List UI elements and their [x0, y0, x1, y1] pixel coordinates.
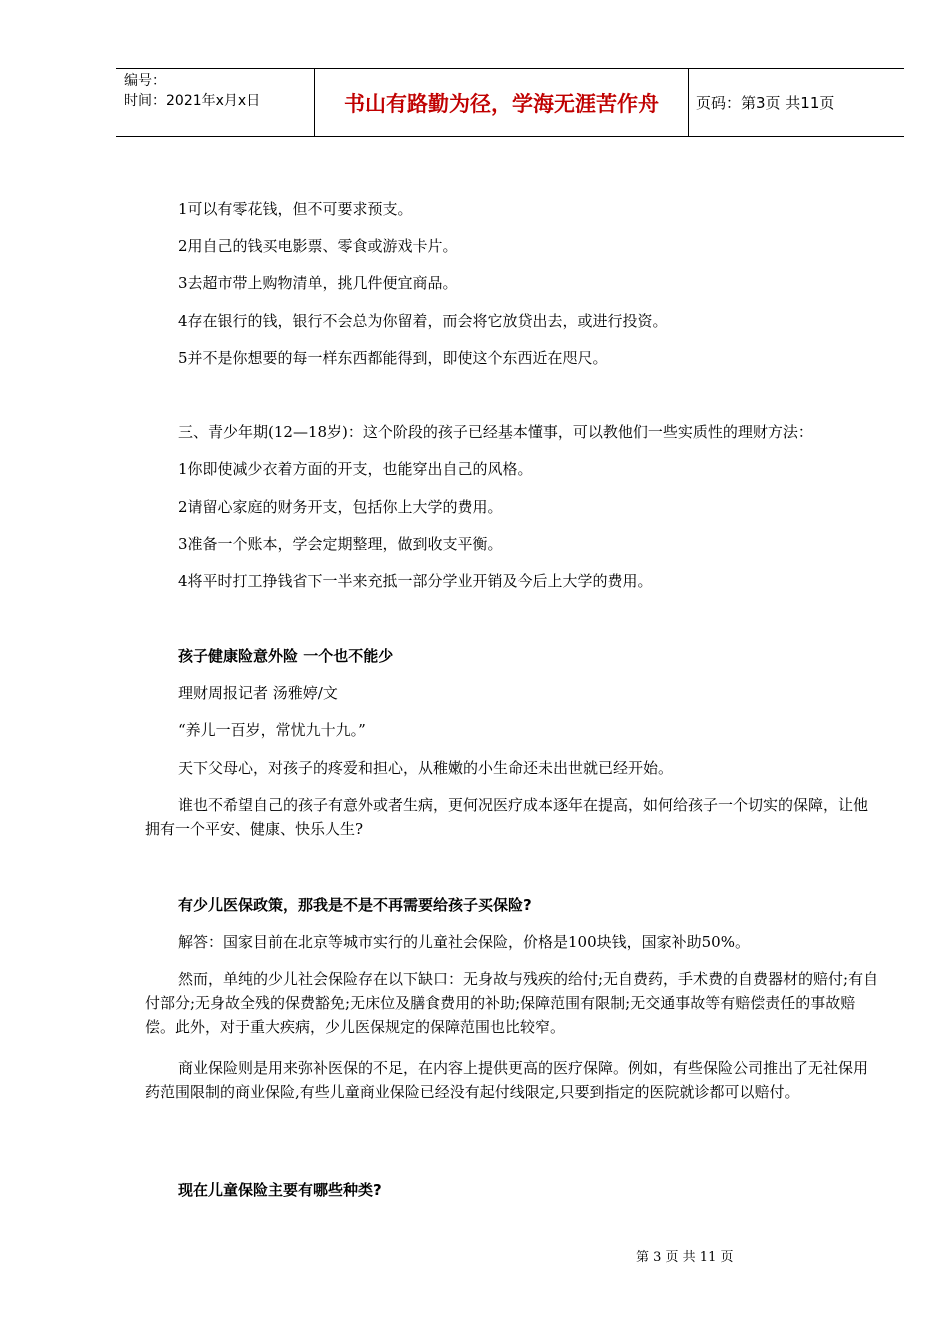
header-motto: 书山有路勤为径，学海无涯苦作舟	[315, 69, 689, 136]
page-footer: 第 3 页 共 11 页	[636, 1250, 734, 1265]
list-item: 1你即使减少衣着方面的开支，也能穿出自己的风格。	[178, 460, 533, 478]
section-heading-teen: 三、青少年期(12—18岁)：这个阶段的孩子已经基本懂事，可以教他们一些实质性的理财方法：	[178, 423, 813, 441]
answer-paragraph: 商业保险则是用来弥补医保的不足，在内容上提供更高的医疗保障。例如，有些保险公司推出了无社保用药范围限制的商业保险,有些儿童商业保险已经没有起付线限定,只要到指定的医院就诊都可以赔付。	[145, 1059, 869, 1101]
answer-paragraph: 然而，单纯的少儿社会保险存在以下缺口：无身故与残疾的给付;无自费药，手术费的自费器材的赔付;有自付部分;无身故全残的保费豁免;无床位及膳食费用的补助;保障范围有限制;无交通事故等有赔偿责任的事故赔偿。此外，对于重大疾病，少儿医保规定的保障范围也比较窄。	[145, 970, 879, 1036]
list-item: 4存在银行的钱，银行不会总为你留着，而会将它放贷出去，或进行投资。	[178, 312, 668, 330]
list-item: 3去超市带上购物清单，挑几件便宜商品。	[178, 274, 458, 292]
answer-paragraph: 解答：国家目前在北京等城市实行的儿童社会保险，价格是100块钱，国家补助50%。	[178, 933, 750, 951]
article-title: 孩子健康险意外险 一个也不能少	[178, 647, 394, 665]
question-heading: 有少儿医保政策，那我是不是不再需要给孩子买保险?	[178, 896, 532, 914]
article-paragraph: 天下父母心，对孩子的疼爱和担心，从稚嫩的小生命还未出世就已经开始。	[178, 759, 674, 777]
header-meta	[116, 69, 315, 136]
article-quote: “养儿一百岁，常忧九十九。”	[178, 721, 366, 739]
list-item: 5并不是你想要的每一样东西都能得到，即使这个东西近在咫尺。	[178, 349, 608, 367]
article-byline: 理财周报记者 汤雅婷/文	[178, 684, 338, 702]
list-item: 2用自己的钱买电影票、零食或游戏卡片。	[178, 237, 458, 255]
list-item: 3准备一个账本，学会定期整理，做到收支平衡。	[178, 535, 503, 553]
header-page-info: 页码：第3页 共11页	[696, 94, 835, 112]
header-time-label: 时间：2021年x月x日	[124, 93, 261, 109]
list-item: 4将平时打工挣钱省下一半来充抵一部分学业开销及今后上大学的费用。	[178, 572, 653, 590]
list-item: 1可以有零花钱，但不可要求预支。	[178, 200, 413, 218]
header-number-label: 编号：	[124, 73, 166, 89]
article-paragraph: 谁也不希望自己的孩子有意外或者生病，更何况医疗成本逐年在提高，如何给孩子一个切实的保障，让他拥有一个平安、健康、快乐人生?	[145, 796, 869, 838]
question-heading: 现在儿童保险主要有哪些种类?	[178, 1181, 382, 1199]
list-item: 2请留心家庭的财务开支，包括你上大学的费用。	[178, 498, 503, 516]
page-header	[116, 68, 904, 137]
